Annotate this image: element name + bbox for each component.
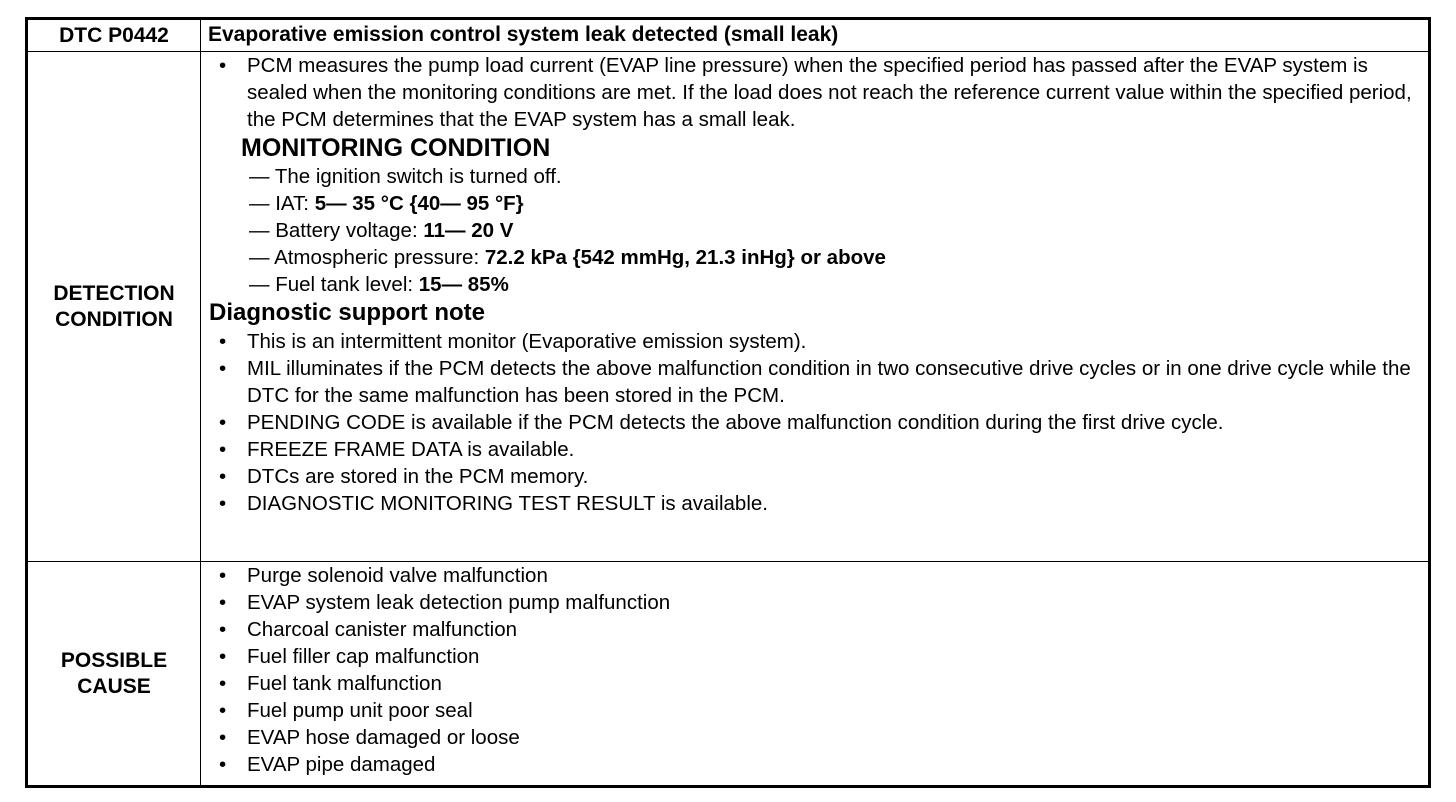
- cause-item: • Fuel pump unit poor seal: [201, 697, 1428, 724]
- cause-item: • EVAP system leak detection pump malfunction: [201, 589, 1428, 616]
- dtc-document: [25, 17, 1431, 788]
- cause-item: • Fuel tank malfunction: [201, 670, 1428, 697]
- condition-item: [201, 217, 1428, 244]
- diagnostic-note-list: [201, 328, 1428, 517]
- condition-text: — IAT:: [249, 192, 315, 215]
- cause-label-line2: CAUSE: [77, 674, 151, 698]
- cause-row: [28, 562, 1429, 786]
- condition-text: — Atmospheric pressure:: [249, 246, 485, 269]
- diagnostic-note-heading: Diagnostic support note: [209, 299, 485, 326]
- header-row: [28, 20, 1429, 52]
- cause-item: • Fuel filler cap malfunction: [201, 643, 1428, 670]
- monitoring-heading: MONITORING CONDITION: [241, 134, 551, 162]
- note-item: • FREEZE FRAME DATA is available.: [201, 436, 1428, 463]
- condition-text: — The ignition switch is turned off.: [249, 165, 562, 188]
- cause-list: [201, 562, 1428, 778]
- cause-item: • EVAP pipe damaged: [201, 751, 1428, 778]
- monitoring-condition-list: [201, 163, 1428, 298]
- detection-row: [28, 52, 1429, 562]
- condition-item: [201, 190, 1428, 217]
- detection-content: [201, 52, 1429, 562]
- condition-text: — Fuel tank level:: [249, 273, 419, 296]
- condition-item: [201, 244, 1428, 271]
- condition-item: [201, 163, 1428, 190]
- note-item: • This is an intermittent monitor (Evaporative emission system).: [201, 328, 1428, 355]
- cause-item: • Charcoal canister malfunction: [201, 616, 1428, 643]
- detection-label-line1: DETECTION: [53, 281, 175, 305]
- cause-item: • EVAP hose damaged or loose: [201, 724, 1428, 751]
- note-item: • DTCs are stored in the PCM memory.: [201, 463, 1428, 490]
- condition-item: [201, 271, 1428, 298]
- detection-label-line2: CONDITION: [55, 307, 173, 331]
- cause-content: [201, 562, 1429, 786]
- detection-intro-list: [201, 52, 1428, 133]
- note-item: • PENDING CODE is available if the PCM detects the above malfunction condition during the first drive cycle.: [201, 409, 1428, 436]
- condition-value: 11— 20 V: [423, 219, 514, 242]
- cause-item: • Purge solenoid valve malfunction: [201, 562, 1428, 589]
- dtc-title: Evaporative emission control system leak detected (small leak): [201, 20, 1429, 52]
- detection-label: [28, 52, 201, 562]
- condition-value: 5— 35 °C {40— 95 °F}: [314, 192, 524, 215]
- note-item: • MIL illuminates if the PCM detects the above malfunction condition in two consecutive drive cycles or in one drive cycle while the DTC for the same malfunction has been stored in the PCM.: [201, 355, 1428, 409]
- condition-value: 72.2 kPa {542 mmHg, 21.3 inHg} or above: [484, 246, 886, 269]
- note-item: • DIAGNOSTIC MONITORING TEST RESULT is available.: [201, 490, 1428, 517]
- cause-label: [28, 562, 201, 786]
- condition-text: — Battery voltage:: [249, 219, 424, 242]
- condition-value: 15— 85%: [418, 273, 509, 296]
- detection-intro: • PCM measures the pump load current (EVAP line pressure) when the specified period has passed after the EVAP system is sealed when the monitoring conditions are met. If the load does not reach the reference current value within the specified period, the PCM determines that the EVAP system has a small leak.: [201, 52, 1428, 133]
- dtc-table: [27, 19, 1429, 786]
- dtc-code: DTC P0442: [28, 20, 201, 52]
- cause-label-line1: POSSIBLE: [60, 648, 168, 672]
